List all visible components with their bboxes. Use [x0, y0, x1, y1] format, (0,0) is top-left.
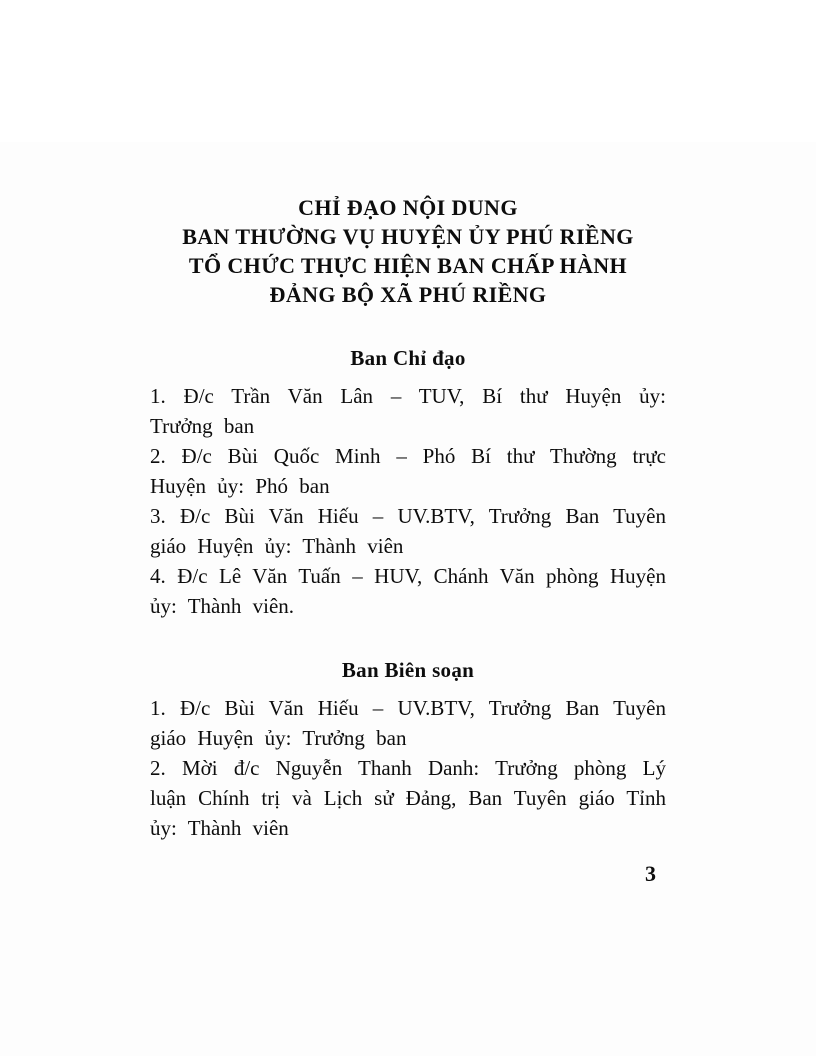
title-line-1: CHỈ ĐẠO NỘI DUNG	[298, 195, 518, 220]
section-heading-ban-bien-soan: Ban Biên soạn	[341, 658, 475, 682]
title-line-3: TỔ CHỨC THỰC HIỆN BAN CHẤP HÀNH	[188, 253, 628, 278]
list-item: 2. Mời đ/c Nguyễn Thanh Danh: Trưởng phòng Lý luận Chính trị và Lịch sử Đảng, Ban Tuyên giáo Tỉnh ủy: Thành viên	[150, 756, 666, 840]
page-number: 3	[645, 861, 656, 886]
list-item: 1. Đ/c Trần Văn Lân – TUV, Bí thư Huyện ủy: Trưởng ban	[150, 384, 666, 438]
title-line-2: BAN THƯỜNG VỤ HUYỆN ỦY PHÚ RIỀNG	[182, 224, 634, 249]
list-item: 2. Đ/c Bùi Quốc Minh – Phó Bí thư Thường trực Huyện ủy: Phó ban	[150, 444, 666, 498]
list-item: 4. Đ/c Lê Văn Tuấn – HUV, Chánh Văn phòng Huyện ủy: Thành viên.	[150, 564, 666, 618]
list-item: 3. Đ/c Bùi Văn Hiếu – UV.BTV, Trưởng Ban Tuyên giáo Huyện ủy: Thành viên	[150, 504, 666, 558]
document-title	[150, 193, 666, 309]
section-heading-ban-chi-dao: Ban Chỉ đạo	[350, 346, 466, 370]
list-item: 1. Đ/c Bùi Văn Hiếu – UV.BTV, Trưởng Ban Tuyên giáo Huyện ủy: Trưởng ban	[150, 696, 666, 750]
title-line-4: ĐẢNG BỘ XÃ PHÚ RIỀNG	[269, 282, 547, 307]
page-content	[150, 0, 666, 887]
